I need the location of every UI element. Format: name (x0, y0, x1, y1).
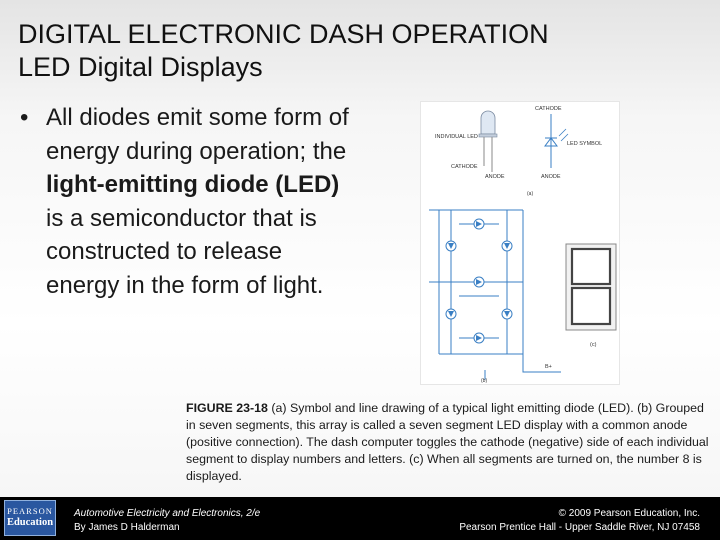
seven-segment-display (560, 240, 620, 350)
anode-left-label: ANODE (485, 174, 505, 180)
figure-caption (186, 400, 714, 485)
diode-d (474, 333, 484, 343)
diode-e (446, 309, 456, 319)
diode-f (446, 241, 456, 251)
anode-right-label: ANODE (541, 174, 561, 180)
led-symbol-label: LED SYMBOL (567, 141, 603, 147)
individual-led-label: INDIVIDUAL LED (435, 134, 478, 140)
caption-figure-label: FIGURE 23-18 (186, 401, 268, 415)
bullet-marker: • (20, 104, 29, 131)
logo-line-1: PEARSON (7, 506, 53, 516)
book-title: Automotive Electricity and Electronics, 2/e (74, 508, 261, 519)
diode-c (502, 309, 512, 319)
b-plus-label: B+ (545, 364, 552, 370)
bullet-text (46, 101, 350, 302)
bullet-point (20, 101, 350, 302)
part-b-label: (b) (481, 378, 488, 384)
logo-line-2: Education (6, 517, 54, 528)
bullet-text-start: All diodes emit some form of energy during operation; the (46, 104, 349, 165)
cathode-left-label: CATHODE (451, 164, 478, 170)
footer-copyright (459, 507, 700, 534)
led-symbol (545, 114, 568, 168)
pearson-logo (4, 500, 56, 536)
individual-led-drawing (479, 111, 497, 172)
part-c-label: (c) (590, 342, 597, 348)
circuit-diodes (446, 219, 512, 343)
cathode-top-label: CATHODE (535, 106, 562, 112)
slide-title-line-1: DIGITAL ELECTRONIC DASH OPERATION (18, 19, 549, 49)
seven-segment-circuit (429, 210, 561, 380)
part-a-label: (a) (527, 191, 534, 197)
book-author: By James D Halderman (74, 521, 180, 533)
diode-a (474, 219, 484, 229)
bullet-text-bold: light-emitting diode (LED) (46, 171, 340, 198)
footer-book-info (74, 507, 260, 534)
publisher-text: Pearson Prentice Hall - Upper Saddle River, NJ 07458 (459, 521, 700, 533)
bullet-text-end: is a semiconductor that is constructed to release energy in the form of light. (46, 204, 324, 299)
slide-title (18, 18, 708, 84)
diode-b (502, 241, 512, 251)
caption-text: (a) Symbol and line drawing of a typical light emitting diode (LED). (b) Grouped in seven segments, this array is called a seven segment LED display with a common anode (positive connection). The dash computer toggles the cathode (negative) side of each individual segment to display numbers and letters. (c) When all segments are turned on, the number 8 is displayed. (186, 401, 709, 483)
copyright-text: © 2009 Pearson Education, Inc. (558, 508, 700, 519)
diode-g (474, 277, 484, 287)
slide-title-line-2: LED Digital Displays (18, 52, 263, 82)
slide-footer (0, 497, 720, 540)
